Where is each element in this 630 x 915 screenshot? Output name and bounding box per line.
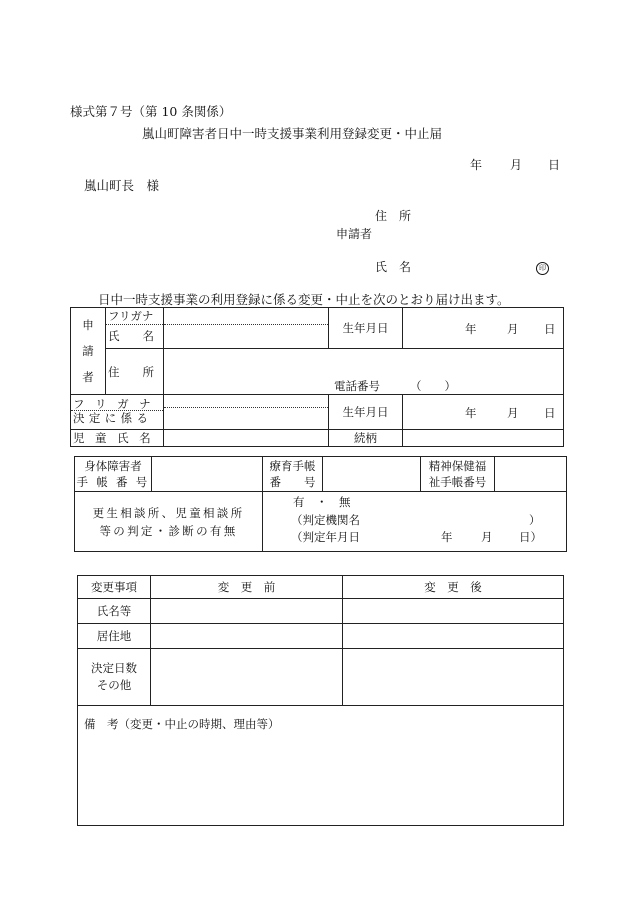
- furigana-label: フリガナ: [106, 308, 163, 325]
- row-name-label: 氏名等: [78, 599, 151, 624]
- phone-paren: （ ）: [410, 379, 456, 393]
- applicant-name-label: 氏 名: [108, 329, 154, 343]
- row-decision-label: 決定日数 その他: [78, 649, 151, 706]
- change-table: [77, 575, 564, 826]
- mental-handbook-field[interactable]: [495, 457, 567, 492]
- relation-label: 続柄: [329, 430, 403, 447]
- yes-no-option: 有 ・ 無: [293, 495, 351, 509]
- seal-icon: 印: [536, 259, 549, 275]
- remarks-label: 備 考（変更・中止の時期、理由等）: [84, 717, 280, 731]
- residence-before-field[interactable]: [151, 624, 343, 649]
- child-name-field[interactable]: [164, 430, 329, 447]
- remarks-field[interactable]: [78, 706, 564, 826]
- date-day: 日: [548, 158, 561, 172]
- handbook-table: [74, 456, 567, 552]
- after-header: 変 更 後: [343, 576, 564, 599]
- name-label: 氏 名: [375, 260, 412, 274]
- date-year: 年: [470, 158, 483, 172]
- applicant-name-field[interactable]: [164, 325, 328, 348]
- judgment-date-label: （判定年月日: [291, 530, 360, 544]
- name-before-field[interactable]: [151, 599, 343, 624]
- date-month: 月: [510, 158, 523, 172]
- physical-handbook-field[interactable]: [152, 457, 263, 492]
- addressee: 嵐山町長 様: [84, 178, 160, 193]
- child-birth-label: 生年月日: [329, 395, 403, 430]
- birth-field[interactable]: 年 月 日: [403, 308, 564, 349]
- judgment-label: 更生相談所、児童相談所 等の判定・診断の有無: [75, 492, 263, 552]
- applicant-furigana-field[interactable]: [164, 308, 328, 325]
- decision-after-field[interactable]: [343, 649, 564, 706]
- form-title: 嵐山町障害者日中一時支援事業利用登録変更・中止届: [142, 126, 443, 141]
- ryoiku-handbook-label: 療育手帳 番 号: [263, 457, 323, 492]
- address-label: 住 所: [375, 209, 412, 223]
- ryoiku-handbook-field[interactable]: [323, 457, 421, 492]
- physical-handbook-label: 身体障害者 手 帳 番 号: [75, 457, 152, 492]
- applicant-address-label: 住 所: [106, 349, 164, 395]
- intro-text: 日中一時支援事業の利用登録に係る変更・中止を次のとおり届け出ます。: [98, 292, 510, 307]
- before-header: 変 更 前: [151, 576, 343, 599]
- agency-label: （判定機関名: [291, 513, 360, 527]
- child-furigana-field[interactable]: [164, 395, 328, 408]
- applicant-address-field[interactable]: [164, 349, 564, 395]
- mental-handbook-label: 精神保健福 祉手帳番号: [421, 457, 495, 492]
- applicant-vertical-label: 申 請 者: [71, 308, 106, 395]
- relation-field[interactable]: [403, 430, 564, 447]
- phone-label: 電話番号: [334, 379, 380, 393]
- applicant-label: 申請者: [336, 227, 373, 241]
- birth-label: 生年月日: [329, 308, 403, 349]
- residence-after-field[interactable]: [343, 624, 564, 649]
- applicant-table: [70, 307, 564, 447]
- child-furigana-label: フ リ ガ ナ: [71, 398, 163, 411]
- decision-before-field[interactable]: [151, 649, 343, 706]
- judgment-field[interactable]: 有 ・ 無 （判定機関名 ） （判定年月日 年 月 日）: [263, 492, 567, 552]
- item-header: 変更事項: [78, 576, 151, 599]
- name-after-field[interactable]: [343, 599, 564, 624]
- row-residence-label: 居住地: [78, 624, 151, 649]
- child-birth-field[interactable]: 年 月 日: [403, 395, 564, 430]
- form-number: 様式第７号（第 10 条関係）: [70, 104, 232, 119]
- child-name-label: 児 童 氏 名: [71, 430, 164, 447]
- child-decision-label: 決定に係る: [73, 411, 153, 425]
